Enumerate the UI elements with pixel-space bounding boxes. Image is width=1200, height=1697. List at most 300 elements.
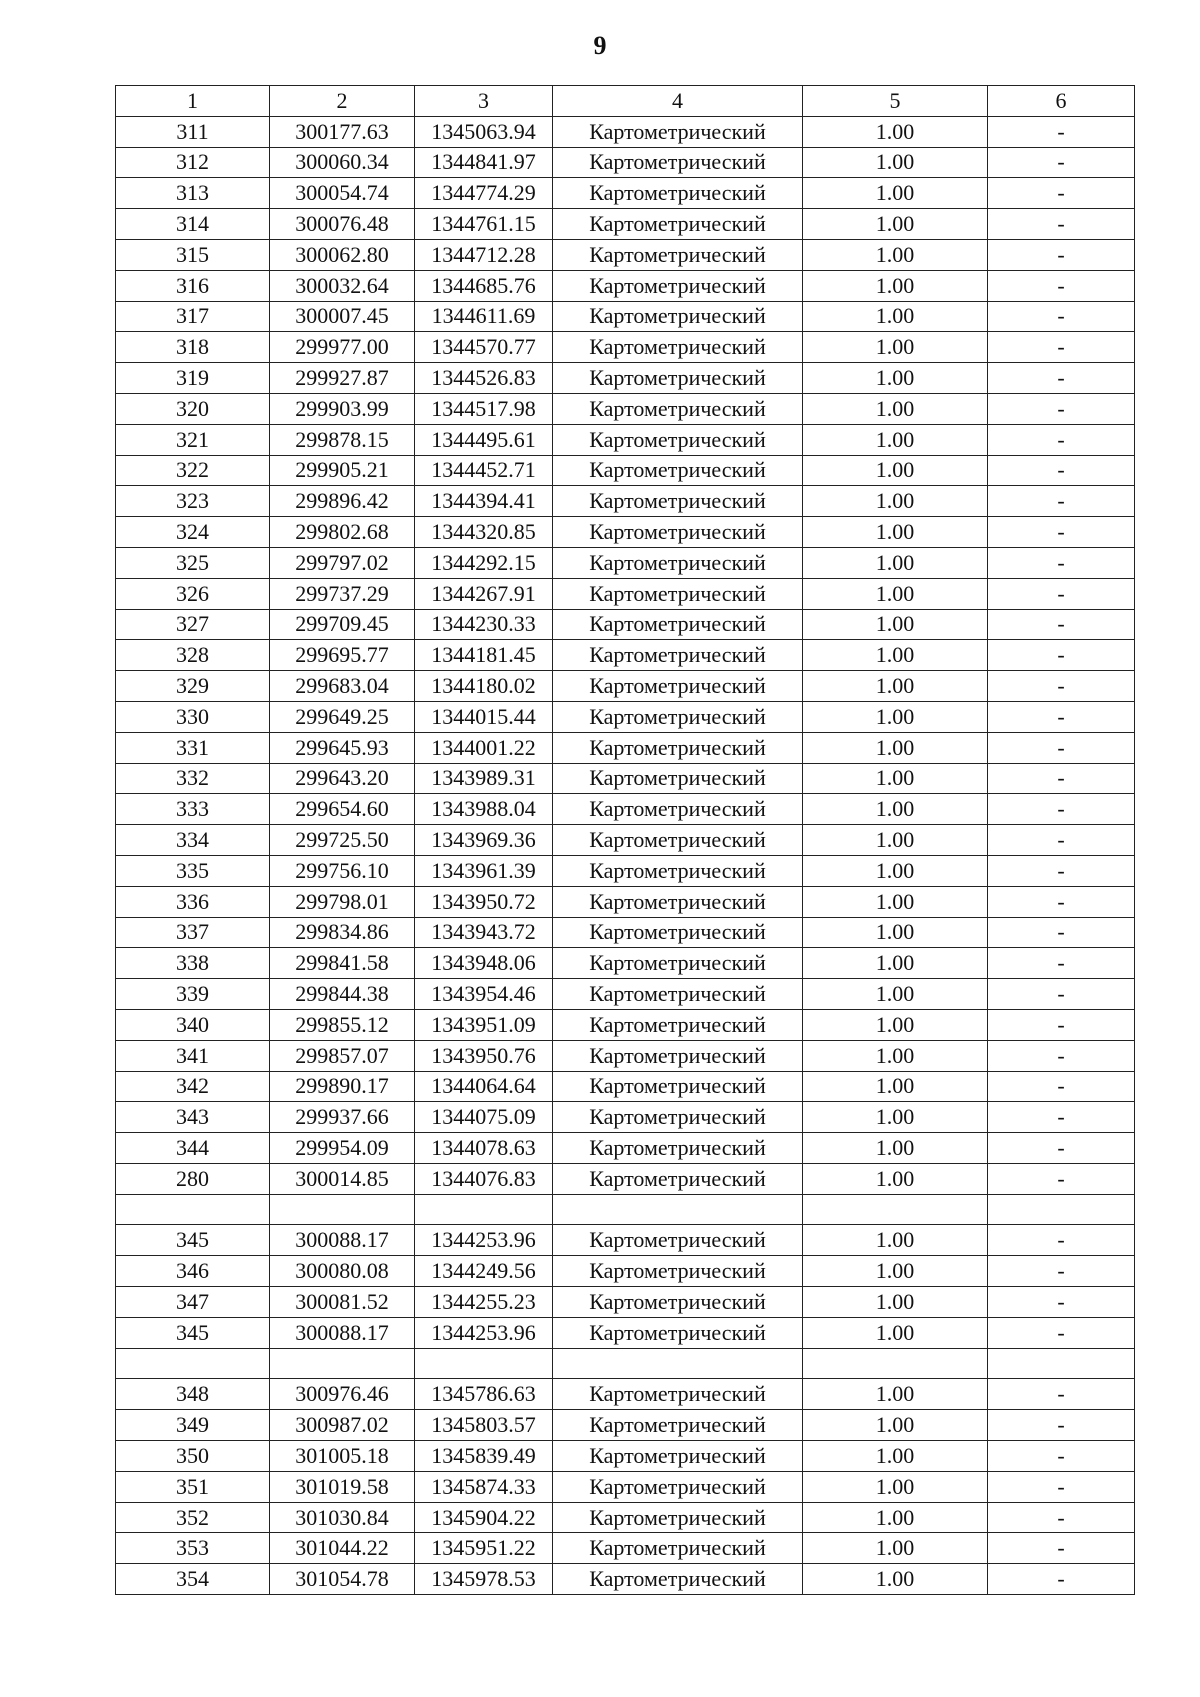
cell-coord-y: 1345951.22 bbox=[415, 1533, 553, 1564]
cell-point-number: 322 bbox=[116, 455, 270, 486]
cell-coord-x: 299649.25 bbox=[270, 701, 415, 732]
cell-point-number: 312 bbox=[116, 147, 270, 178]
cell-method: Картометрический bbox=[553, 917, 803, 948]
cell-point-number: 342 bbox=[116, 1071, 270, 1102]
cell-method: Картометрический bbox=[553, 1533, 803, 1564]
cell-accuracy: 1.00 bbox=[803, 301, 988, 332]
cell-accuracy: 1.00 bbox=[803, 825, 988, 856]
cell-accuracy: 1.00 bbox=[803, 794, 988, 825]
cell-coord-x: 299802.68 bbox=[270, 517, 415, 548]
cell-accuracy: 1.00 bbox=[803, 979, 988, 1010]
table-header bbox=[116, 86, 1135, 117]
column-header-6: 6 bbox=[988, 86, 1135, 117]
cell-method: Картометрический bbox=[553, 1379, 803, 1410]
cell-coord-x: 299737.29 bbox=[270, 578, 415, 609]
cell-note: - bbox=[988, 1225, 1135, 1256]
cell-point-number: 334 bbox=[116, 825, 270, 856]
cell-point-number: 349 bbox=[116, 1410, 270, 1441]
table-row bbox=[116, 1133, 1135, 1164]
cell-coord-y: 1344761.15 bbox=[415, 209, 553, 240]
cell-method: Картометрический bbox=[553, 1287, 803, 1318]
cell-method: Картометрический bbox=[553, 424, 803, 455]
cell-note: - bbox=[988, 1102, 1135, 1133]
cell-method: Картометрический bbox=[553, 1564, 803, 1595]
cell-point-number: 280 bbox=[116, 1163, 270, 1194]
cell-accuracy: 1.00 bbox=[803, 393, 988, 424]
cell-coord-y: 1345839.49 bbox=[415, 1441, 553, 1472]
cell-point-number: 327 bbox=[116, 609, 270, 640]
cell-coord-x: 299654.60 bbox=[270, 794, 415, 825]
cell-coord-x: 299683.04 bbox=[270, 671, 415, 702]
cell-note: - bbox=[988, 917, 1135, 948]
cell-point-number: 325 bbox=[116, 547, 270, 578]
table-row bbox=[116, 332, 1135, 363]
table-row bbox=[116, 178, 1135, 209]
cell-method: Картометрический bbox=[553, 1009, 803, 1040]
cell-note: - bbox=[988, 794, 1135, 825]
cell-note: - bbox=[988, 701, 1135, 732]
column-header-3: 3 bbox=[415, 86, 553, 117]
cell-point-number: 332 bbox=[116, 763, 270, 794]
cell-accuracy: 1.00 bbox=[803, 1379, 988, 1410]
cell-coord-x: 299890.17 bbox=[270, 1071, 415, 1102]
cell-note: - bbox=[988, 979, 1135, 1010]
page-number: 9 bbox=[593, 31, 607, 60]
cell-method: Картометрический bbox=[553, 1225, 803, 1256]
cell-coord-y: 1343969.36 bbox=[415, 825, 553, 856]
cell-accuracy: 1.00 bbox=[803, 1410, 988, 1441]
cell-coord-y: 1344452.71 bbox=[415, 455, 553, 486]
cell-method: Картометрический bbox=[553, 1040, 803, 1071]
cell-note: - bbox=[988, 1564, 1135, 1595]
cell-point-number: 345 bbox=[116, 1225, 270, 1256]
table-row bbox=[116, 147, 1135, 178]
cell-coord-x: 301030.84 bbox=[270, 1502, 415, 1533]
cell-coord-x: 300987.02 bbox=[270, 1410, 415, 1441]
cell-accuracy: 1.00 bbox=[803, 1564, 988, 1595]
cell-accuracy: 1.00 bbox=[803, 886, 988, 917]
cell-point-number: 352 bbox=[116, 1502, 270, 1533]
table-row bbox=[116, 1348, 1135, 1379]
cell-method: Картометрический bbox=[553, 825, 803, 856]
table-row bbox=[116, 547, 1135, 578]
table-row bbox=[116, 393, 1135, 424]
cell-note bbox=[988, 1348, 1135, 1379]
cell-point-number: 331 bbox=[116, 732, 270, 763]
cell-coord-y: 1344517.98 bbox=[415, 393, 553, 424]
cell-accuracy: 1.00 bbox=[803, 1102, 988, 1133]
table-row bbox=[116, 486, 1135, 517]
cell-method: Картометрический bbox=[553, 301, 803, 332]
cell-note: - bbox=[988, 578, 1135, 609]
cell-coord-y: 1343988.04 bbox=[415, 794, 553, 825]
table-row bbox=[116, 763, 1135, 794]
table-row bbox=[116, 1194, 1135, 1225]
cell-point-number: 347 bbox=[116, 1287, 270, 1318]
cell-coord-x: 300054.74 bbox=[270, 178, 415, 209]
cell-note: - bbox=[988, 455, 1135, 486]
cell-accuracy: 1.00 bbox=[803, 209, 988, 240]
cell-point-number: 326 bbox=[116, 578, 270, 609]
cell-coord-x: 300007.45 bbox=[270, 301, 415, 332]
table-row bbox=[116, 1533, 1135, 1564]
cell-note: - bbox=[988, 886, 1135, 917]
cell-method: Картометрический bbox=[553, 332, 803, 363]
cell-note: - bbox=[988, 855, 1135, 886]
cell-coord-y: 1345874.33 bbox=[415, 1471, 553, 1502]
table-row bbox=[116, 1009, 1135, 1040]
cell-note bbox=[988, 1194, 1135, 1225]
cell-method: Картометрический bbox=[553, 363, 803, 394]
cell-accuracy: 1.00 bbox=[803, 178, 988, 209]
table-row bbox=[116, 917, 1135, 948]
cell-coord-x: 301044.22 bbox=[270, 1533, 415, 1564]
cell-point-number: 330 bbox=[116, 701, 270, 732]
cell-method: Картометрический bbox=[553, 178, 803, 209]
cell-accuracy: 1.00 bbox=[803, 1009, 988, 1040]
cell-accuracy: 1.00 bbox=[803, 948, 988, 979]
cell-coord-x: 300080.08 bbox=[270, 1256, 415, 1287]
cell-accuracy: 1.00 bbox=[803, 1317, 988, 1348]
cell-point-number: 329 bbox=[116, 671, 270, 702]
cell-coord-y: 1343989.31 bbox=[415, 763, 553, 794]
cell-accuracy: 1.00 bbox=[803, 917, 988, 948]
cell-coord-y: 1345978.53 bbox=[415, 1564, 553, 1595]
cell-note: - bbox=[988, 1256, 1135, 1287]
cell-coord-y: 1344001.22 bbox=[415, 732, 553, 763]
cell-accuracy: 1.00 bbox=[803, 1441, 988, 1472]
cell-accuracy: 1.00 bbox=[803, 547, 988, 578]
cell-coord-y: 1344015.44 bbox=[415, 701, 553, 732]
cell-coord-x: 299844.38 bbox=[270, 979, 415, 1010]
cell-accuracy: 1.00 bbox=[803, 640, 988, 671]
cell-coord-x: 299841.58 bbox=[270, 948, 415, 979]
cell-point-number bbox=[116, 1348, 270, 1379]
table-row bbox=[116, 363, 1135, 394]
cell-method: Картометрический bbox=[553, 855, 803, 886]
table-row bbox=[116, 1379, 1135, 1410]
cell-method: Картометрический bbox=[553, 239, 803, 270]
cell-coord-y: 1344570.77 bbox=[415, 332, 553, 363]
cell-coord-y: 1344712.28 bbox=[415, 239, 553, 270]
cell-coord-y: 1343950.72 bbox=[415, 886, 553, 917]
table-row bbox=[116, 886, 1135, 917]
table-row bbox=[116, 1287, 1135, 1318]
cell-coord-y: 1344230.33 bbox=[415, 609, 553, 640]
cell-coord-y: 1344526.83 bbox=[415, 363, 553, 394]
column-header-1: 1 bbox=[116, 86, 270, 117]
cell-accuracy: 1.00 bbox=[803, 578, 988, 609]
cell-note: - bbox=[988, 239, 1135, 270]
table-row bbox=[116, 1471, 1135, 1502]
table-row bbox=[116, 1410, 1135, 1441]
cell-coord-y: 1344495.61 bbox=[415, 424, 553, 455]
cell-note: - bbox=[988, 1163, 1135, 1194]
cell-note: - bbox=[988, 609, 1135, 640]
cell-coord-y: 1344181.45 bbox=[415, 640, 553, 671]
cell-accuracy bbox=[803, 1348, 988, 1379]
cell-accuracy: 1.00 bbox=[803, 363, 988, 394]
cell-coord-x: 299709.45 bbox=[270, 609, 415, 640]
cell-accuracy: 1.00 bbox=[803, 147, 988, 178]
table-row bbox=[116, 948, 1135, 979]
table-row bbox=[116, 301, 1135, 332]
table-row bbox=[116, 455, 1135, 486]
cell-coord-y: 1345904.22 bbox=[415, 1502, 553, 1533]
cell-coord-x: 300081.52 bbox=[270, 1287, 415, 1318]
cell-coord-x: 299896.42 bbox=[270, 486, 415, 517]
cell-method: Картометрический bbox=[553, 886, 803, 917]
cell-method: Картометрический bbox=[553, 517, 803, 548]
cell-note: - bbox=[988, 732, 1135, 763]
table-row bbox=[116, 701, 1135, 732]
cell-note: - bbox=[988, 1287, 1135, 1318]
cell-coord-y: 1345063.94 bbox=[415, 116, 553, 147]
cell-point-number: 320 bbox=[116, 393, 270, 424]
table-row bbox=[116, 855, 1135, 886]
cell-note: - bbox=[988, 424, 1135, 455]
cell-note: - bbox=[988, 1533, 1135, 1564]
table-row bbox=[116, 732, 1135, 763]
cell-method: Картометрический bbox=[553, 701, 803, 732]
cell-method: Картометрический bbox=[553, 671, 803, 702]
cell-coord-y: 1345803.57 bbox=[415, 1410, 553, 1441]
cell-method: Картометрический bbox=[553, 578, 803, 609]
cell-note: - bbox=[988, 1317, 1135, 1348]
cell-method: Картометрический bbox=[553, 1256, 803, 1287]
cell-coord-y: 1344253.96 bbox=[415, 1225, 553, 1256]
table-row bbox=[116, 671, 1135, 702]
cell-method: Картометрический bbox=[553, 270, 803, 301]
cell-coord-x: 299878.15 bbox=[270, 424, 415, 455]
cell-method: Картометрический bbox=[553, 1071, 803, 1102]
cell-method: Картометрический bbox=[553, 640, 803, 671]
cell-coord-x: 299643.20 bbox=[270, 763, 415, 794]
table-row bbox=[116, 979, 1135, 1010]
cell-accuracy: 1.00 bbox=[803, 116, 988, 147]
cell-method: Картометрический bbox=[553, 1410, 803, 1441]
cell-point-number: 348 bbox=[116, 1379, 270, 1410]
cell-method: Картометрический bbox=[553, 1441, 803, 1472]
cell-coord-y: 1343961.39 bbox=[415, 855, 553, 886]
cell-note: - bbox=[988, 486, 1135, 517]
cell-coord-y: 1344394.41 bbox=[415, 486, 553, 517]
cell-accuracy: 1.00 bbox=[803, 609, 988, 640]
header-row bbox=[116, 86, 1135, 117]
cell-point-number: 354 bbox=[116, 1564, 270, 1595]
cell-coord-y: 1345786.63 bbox=[415, 1379, 553, 1410]
coordinates-table bbox=[115, 85, 1135, 1595]
cell-point-number: 350 bbox=[116, 1441, 270, 1472]
cell-point-number: 333 bbox=[116, 794, 270, 825]
cell-accuracy: 1.00 bbox=[803, 1225, 988, 1256]
cell-note: - bbox=[988, 825, 1135, 856]
cell-note: - bbox=[988, 671, 1135, 702]
cell-point-number: 316 bbox=[116, 270, 270, 301]
cell-coord-x: 300088.17 bbox=[270, 1225, 415, 1256]
cell-method: Картометрический bbox=[553, 1471, 803, 1502]
cell-coord-x: 299695.77 bbox=[270, 640, 415, 671]
cell-coord-y bbox=[415, 1348, 553, 1379]
cell-coord-y: 1344253.96 bbox=[415, 1317, 553, 1348]
cell-point-number: 341 bbox=[116, 1040, 270, 1071]
table-row bbox=[116, 1071, 1135, 1102]
table-row bbox=[116, 640, 1135, 671]
cell-accuracy: 1.00 bbox=[803, 332, 988, 363]
cell-accuracy: 1.00 bbox=[803, 270, 988, 301]
cell-point-number: 353 bbox=[116, 1533, 270, 1564]
table-row bbox=[116, 209, 1135, 240]
cell-point-number: 335 bbox=[116, 855, 270, 886]
cell-coord-x: 300062.80 bbox=[270, 239, 415, 270]
cell-coord-y: 1343950.76 bbox=[415, 1040, 553, 1071]
cell-coord-y: 1343951.09 bbox=[415, 1009, 553, 1040]
cell-coord-x: 299903.99 bbox=[270, 393, 415, 424]
cell-method: Картометрический bbox=[553, 455, 803, 486]
cell-method: Картометрический bbox=[553, 948, 803, 979]
cell-point-number: 317 bbox=[116, 301, 270, 332]
cell-method: Картометрический bbox=[553, 147, 803, 178]
cell-accuracy: 1.00 bbox=[803, 517, 988, 548]
cell-point-number: 319 bbox=[116, 363, 270, 394]
table-row bbox=[116, 1502, 1135, 1533]
cell-accuracy: 1.00 bbox=[803, 855, 988, 886]
table-body bbox=[116, 116, 1135, 1594]
cell-coord-x: 301005.18 bbox=[270, 1441, 415, 1472]
table-row bbox=[116, 1441, 1135, 1472]
cell-note: - bbox=[988, 1009, 1135, 1040]
cell-method: Картометрический bbox=[553, 393, 803, 424]
cell-point-number: 323 bbox=[116, 486, 270, 517]
cell-coord-x: 300032.64 bbox=[270, 270, 415, 301]
cell-accuracy: 1.00 bbox=[803, 1502, 988, 1533]
cell-accuracy: 1.00 bbox=[803, 239, 988, 270]
table-row bbox=[116, 578, 1135, 609]
cell-coord-y: 1343948.06 bbox=[415, 948, 553, 979]
cell-coord-y: 1344064.64 bbox=[415, 1071, 553, 1102]
cell-note: - bbox=[988, 517, 1135, 548]
cell-accuracy: 1.00 bbox=[803, 1471, 988, 1502]
cell-note: - bbox=[988, 147, 1135, 178]
cell-coord-x: 299725.50 bbox=[270, 825, 415, 856]
cell-note: - bbox=[988, 116, 1135, 147]
cell-coord-y: 1344249.56 bbox=[415, 1256, 553, 1287]
cell-point-number: 336 bbox=[116, 886, 270, 917]
cell-coord-y: 1344076.83 bbox=[415, 1163, 553, 1194]
cell-coord-x: 300076.48 bbox=[270, 209, 415, 240]
cell-accuracy: 1.00 bbox=[803, 424, 988, 455]
cell-coord-y: 1344841.97 bbox=[415, 147, 553, 178]
table-row bbox=[116, 116, 1135, 147]
cell-note: - bbox=[988, 1133, 1135, 1164]
cell-coord-y: 1344078.63 bbox=[415, 1133, 553, 1164]
cell-note: - bbox=[988, 1379, 1135, 1410]
cell-method: Картометрический bbox=[553, 1102, 803, 1133]
cell-coord-x: 299905.21 bbox=[270, 455, 415, 486]
cell-coord-x: 299855.12 bbox=[270, 1009, 415, 1040]
cell-point-number: 313 bbox=[116, 178, 270, 209]
cell-method: Картометрический bbox=[553, 1133, 803, 1164]
cell-note: - bbox=[988, 948, 1135, 979]
cell-point-number: 344 bbox=[116, 1133, 270, 1164]
cell-coord-x bbox=[270, 1194, 415, 1225]
cell-point-number: 351 bbox=[116, 1471, 270, 1502]
cell-method: Картометрический bbox=[553, 209, 803, 240]
cell-point-number: 343 bbox=[116, 1102, 270, 1133]
cell-accuracy: 1.00 bbox=[803, 1163, 988, 1194]
cell-coord-y bbox=[415, 1194, 553, 1225]
cell-note: - bbox=[988, 763, 1135, 794]
cell-accuracy: 1.00 bbox=[803, 1256, 988, 1287]
table-row bbox=[116, 1256, 1135, 1287]
cell-method bbox=[553, 1194, 803, 1225]
cell-accuracy: 1.00 bbox=[803, 701, 988, 732]
cell-method: Картометрический bbox=[553, 1317, 803, 1348]
cell-note: - bbox=[988, 363, 1135, 394]
table-row bbox=[116, 609, 1135, 640]
table-row bbox=[116, 239, 1135, 270]
cell-method bbox=[553, 1348, 803, 1379]
cell-accuracy bbox=[803, 1194, 988, 1225]
cell-method: Картометрический bbox=[553, 763, 803, 794]
cell-method: Картометрический bbox=[553, 1502, 803, 1533]
cell-accuracy: 1.00 bbox=[803, 1071, 988, 1102]
cell-note: - bbox=[988, 1502, 1135, 1533]
cell-coord-y: 1344292.15 bbox=[415, 547, 553, 578]
cell-coord-x: 300177.63 bbox=[270, 116, 415, 147]
table-row bbox=[116, 424, 1135, 455]
cell-coord-y: 1344255.23 bbox=[415, 1287, 553, 1318]
cell-coord-x: 299954.09 bbox=[270, 1133, 415, 1164]
cell-note: - bbox=[988, 1040, 1135, 1071]
cell-method: Картометрический bbox=[553, 794, 803, 825]
cell-note: - bbox=[988, 1410, 1135, 1441]
cell-point-number: 346 bbox=[116, 1256, 270, 1287]
cell-note: - bbox=[988, 332, 1135, 363]
cell-point-number: 337 bbox=[116, 917, 270, 948]
cell-accuracy: 1.00 bbox=[803, 732, 988, 763]
cell-coord-y: 1344180.02 bbox=[415, 671, 553, 702]
cell-note: - bbox=[988, 301, 1135, 332]
cell-coord-x: 299756.10 bbox=[270, 855, 415, 886]
cell-point-number: 318 bbox=[116, 332, 270, 363]
cell-point-number: 315 bbox=[116, 239, 270, 270]
table-row bbox=[116, 1225, 1135, 1256]
cell-method: Картометрический bbox=[553, 1163, 803, 1194]
cell-coord-x: 299645.93 bbox=[270, 732, 415, 763]
cell-coord-y: 1344611.69 bbox=[415, 301, 553, 332]
cell-accuracy: 1.00 bbox=[803, 1040, 988, 1071]
cell-accuracy: 1.00 bbox=[803, 1533, 988, 1564]
cell-coord-y: 1344320.85 bbox=[415, 517, 553, 548]
cell-coord-y: 1344075.09 bbox=[415, 1102, 553, 1133]
cell-note: - bbox=[988, 1441, 1135, 1472]
table-row bbox=[116, 1040, 1135, 1071]
cell-coord-x: 300060.34 bbox=[270, 147, 415, 178]
cell-coord-x: 299977.00 bbox=[270, 332, 415, 363]
cell-method: Картометрический bbox=[553, 609, 803, 640]
table-row bbox=[116, 1163, 1135, 1194]
cell-point-number: 311 bbox=[116, 116, 270, 147]
cell-coord-y: 1343943.72 bbox=[415, 917, 553, 948]
column-header-4: 4 bbox=[553, 86, 803, 117]
cell-accuracy: 1.00 bbox=[803, 1133, 988, 1164]
cell-coord-x: 299857.07 bbox=[270, 1040, 415, 1071]
cell-point-number: 314 bbox=[116, 209, 270, 240]
table-row bbox=[116, 517, 1135, 548]
cell-point-number: 340 bbox=[116, 1009, 270, 1040]
column-header-2: 2 bbox=[270, 86, 415, 117]
